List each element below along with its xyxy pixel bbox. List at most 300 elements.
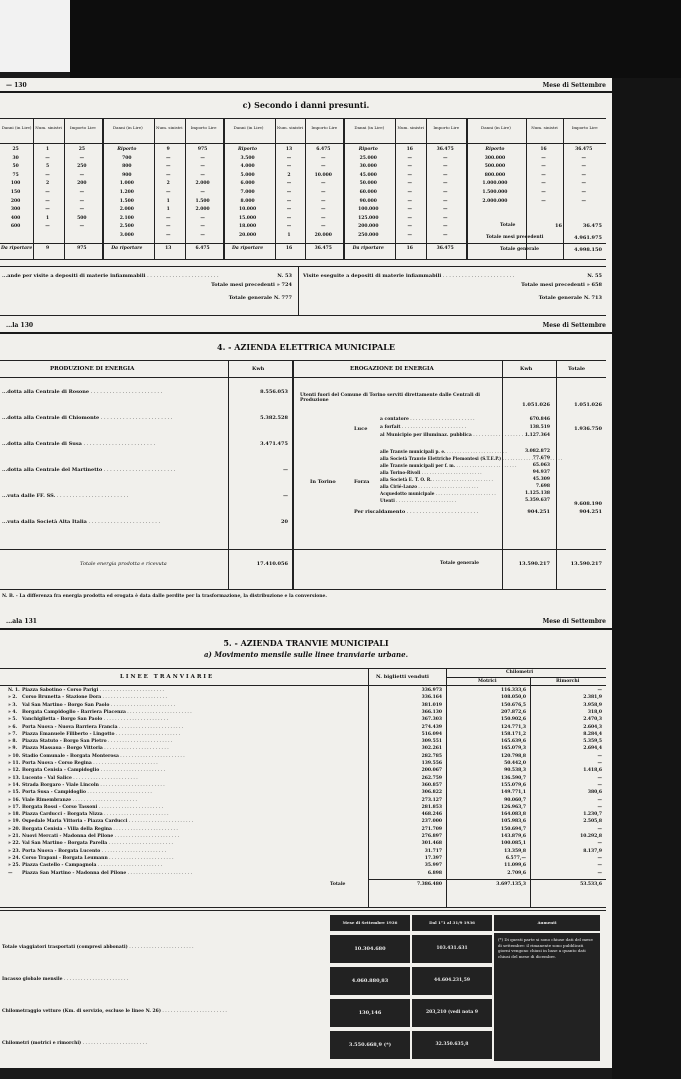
tram-total-tickets: 7.386.480 [416,882,442,887]
summary-ytd-value: 44.604.231,59 [412,967,492,995]
general-total: 13.590.217 [570,561,602,567]
line-number: N. 1. [8,688,20,693]
tickets-sold: 276.897 [421,834,442,839]
cell-value: — [200,164,205,170]
tram-line-row [8,725,183,732]
line-route: Piazza Statuto - Borgo San Pietro . . . [22,739,172,744]
column-header: Num. sinistri [531,125,558,130]
column-header: Importo Lire [190,125,217,130]
trailer-km: — [597,782,602,788]
electric-table [0,360,606,590]
inspections-done-label: Visite eseguite a depositi di materie infiammabili . . . [303,273,514,279]
line-route: Porta Nuova - Borgata Lucento . . . [22,849,166,854]
cell-value: — [442,233,448,238]
tickets-sold: 237.000 [421,819,442,825]
production-kwh: 20 [281,519,288,525]
tickets-sold: 306.822 [421,790,442,796]
tickets-sold: 262.759 [421,775,442,781]
inspections-requested-label: ...ande per visite a depositi di materie infiammabili . . . [2,273,219,279]
cell-value: 10.000 [238,207,257,213]
power-kwh: 1.125.138 [524,491,550,496]
heating-total: 904.251 [579,509,602,515]
line-route: Stadio Comunale - Borgata Monterosa . . . [22,754,185,759]
cell-value: 300.000 [484,155,506,161]
cell-value: 400 [10,215,21,221]
cell-value: — [286,181,292,187]
tram-line-row [8,871,192,878]
summary-month-value: 4.060.880,83 [330,967,410,995]
tickets-sold: 381.019 [421,702,442,708]
cell-value: 2.000 [195,207,210,213]
heating-kwh: 904.251 [527,509,550,515]
light-total: 1.936.750 [574,426,602,432]
cell-value: — [286,215,292,221]
motor-km: 108.050,0 [500,695,526,701]
motor-km: 120.798,8 [500,753,526,759]
cell-value: — [541,181,546,187]
tickets-sold: 366.130 [421,709,442,715]
trailer-km: — [597,826,602,832]
cell-value: 50 [12,164,19,170]
line-route: Val San Martino - Borgo San Paolo . . . [22,703,175,708]
line-route: Viale Rimembranze . . . [22,798,137,803]
cell-value: 2.000.000 [482,198,508,204]
cell-value: 1 [287,233,291,238]
trailer-km: 318,0 [587,709,602,715]
cell-value: 6.475 [316,147,331,152]
cell-value: — [79,172,85,178]
tickets-sold: 200.067 [421,768,442,774]
cell-value: 2.500 [119,224,134,230]
cell-value: 1.000 [119,181,134,187]
cell-value: 1 [45,147,50,152]
kwh-header: Kwh [520,366,533,372]
summary-month-value: 10.304.680 [330,935,410,963]
motor-km: 158.171,2 [500,731,526,737]
summary-label: Chilometraggio vetture (Km. di servizio, escluse le linee N. 26) . . . [2,1009,227,1014]
line-route: Lucento - Val Salice . . . [22,776,138,781]
cell-value: 700 [122,155,132,161]
cell-value: — [286,190,292,195]
cell-value: — [45,190,50,195]
line-route: Val San Martino - Borgata Parella . . . [22,841,173,846]
cell-value: — [79,224,85,230]
trailer-km: — [597,855,602,861]
grand-total-label: Totale generale [500,247,539,252]
cell-value: — [286,207,292,213]
cell-value: — [321,190,326,195]
page-month: Mese di Settembre [542,618,606,625]
line-number: » 3. [8,702,18,708]
motor-km: 13.359,8 [504,848,526,854]
lines-header: LINEE TRANVIARIE [120,674,215,680]
cell-value: — [442,190,448,195]
tickets-sold: 367.303 [421,717,442,723]
page-month: Mese di Settembre [542,82,606,89]
inspections-done-prev: Totale mesi precedenti » 658 [521,282,602,288]
tickets-sold: 516.094 [421,731,442,737]
summary-ytd-value: 203,210 (vedi nota 9 [412,999,492,1027]
power-kwh: 77.679 [532,456,550,461]
column-header: Importo Lire [69,125,96,130]
column-rule [395,119,396,259]
tickets-sold: 302.261 [421,746,442,752]
carry-value: 9 [45,246,50,251]
cell-value: — [442,164,448,170]
section-title: 5. - AZIENDA TRANVIE MUNICIPALI [223,638,389,648]
line-route: Piazza Sabotino - Corso Parigi . . . [22,688,164,693]
summary-label: Totale viaggiatori trasportati (compresi abbonati) . . . [2,945,194,950]
cell-value: 1 [45,215,50,221]
cell-value: 975 [197,147,208,152]
line-route: Borgata Rossi - Corso Tassoni . . . [22,805,163,810]
trailer-km: 2.505,8 [583,819,602,825]
line-number: » 16. [8,797,21,803]
column-header: Danni (in Lire) [233,125,264,130]
cell-value: — [407,198,412,204]
motor-km: 143.879,6 [500,834,526,839]
cell-value: — [200,172,205,178]
line-route: Borgata Cenisia - Villa della Regina . . . [22,827,178,832]
cell-value: — [200,215,205,221]
cell-value: 125.000 [358,215,379,221]
trailer-km: — [597,761,602,766]
cell-value: — [541,198,546,204]
line-number: » 17. [8,804,21,810]
motor-km: 207.872,6 [500,709,526,715]
line-route: Borgata Campidoglio - Barriera Piacenza . . . [22,710,192,715]
production-kwh: 3.471.475 [260,441,288,447]
cell-value: 2.000 [195,181,210,187]
motor-km: 50.442,0 [504,761,526,766]
line-number: » 5. [8,717,18,723]
tram-total-trailer: 53.533,6 [580,882,602,887]
tickets-sold: 336.973 [421,688,442,693]
line-route: Nuovi Mercati - Madonna del Pilone . . . [22,834,179,839]
cell-value: 1 [166,207,170,213]
cell-value: 9 [166,147,170,152]
light-item: al Municipio per illuminaz. pubblica . . . [380,433,538,438]
tram-table [0,668,606,908]
column-rule [223,119,225,259]
cell-value: Riporto [485,147,505,152]
column-rule [343,119,345,259]
motor-header: Motrici [478,679,497,684]
external-users-total: 1.051.026 [574,402,602,408]
cell-value: 200 [10,198,21,204]
production-source: ...vuta dalle FF. SS. . . . [2,493,128,499]
cell-value: 2.000 [119,207,134,213]
tram-line-row [8,688,164,695]
column-rule [102,119,104,259]
cell-value: — [79,198,85,204]
trailer-km: 5.359,5 [583,739,602,745]
general-total-label: Totale generale [440,561,479,566]
summary-month-value: 3.550.668,9 (*) [330,1031,410,1059]
page-header [6,322,606,330]
cell-value: 75 [12,172,19,178]
tickets-sold: 271.709 [421,826,442,832]
column-rule [154,119,155,259]
motor-km: 150.694,7 [500,826,526,832]
cell-value: — [407,207,412,213]
cell-value: 100.000 [358,207,379,213]
trailer-km: — [597,688,602,693]
cell-value: 36.475 [436,147,454,152]
cell-value: 5.000 [240,172,255,178]
tram-line-row [8,746,169,753]
trailer-km: — [597,841,602,847]
cell-value: 16 [540,147,547,152]
cell-value: — [321,198,326,204]
line-number: » 15. [8,790,21,796]
line-route: Corso Brunetta - Stazione Dora . . . [22,695,167,700]
divider [0,332,612,334]
production-source: ...dotta alla Centrale di Chiomonte . . . [2,415,172,421]
tram-line-row [8,805,163,812]
cell-value: — [45,198,50,204]
line-route: Strada Borgaro - Viale Lincoln . . . [22,783,165,788]
prev-months-amount: 4.961.975 [574,235,602,241]
tickets-sold: 282.785 [421,753,442,759]
motor-km: 150.902,6 [500,717,526,723]
line-route: Piazza San Martino - Madonna del Pilone . . . [22,871,192,876]
line-number: » 24. [8,855,21,861]
cell-value: — [407,164,412,170]
tickets-sold: 281.853 [421,804,442,810]
cell-value: 1.500 [119,198,134,204]
column-header: Danni (in Lire) [481,125,511,130]
inspections-done-total: Totale generale N. 713 [538,295,602,301]
trailer-km: 2.470,3 [583,717,602,723]
section-title: 4. - AZIENDA ELETTRICA MUNICIPALE [217,342,395,352]
cell-value: 200 [77,181,87,187]
cell-value: — [165,215,171,221]
cell-value: 25.000 [359,155,377,161]
cell-value: — [442,155,448,161]
trailer-km: 2.381,9 [583,695,602,701]
power-total: 9.608.190 [574,501,602,507]
cell-value: 2 [45,181,50,187]
power-item: alle Tranvie municipali p. e. . . . [380,449,507,454]
cell-value: — [165,224,171,230]
tram-line-row [8,863,162,870]
cell-value: 4.000 [240,164,255,170]
grand-total-amount: 4.998.150 [574,247,602,253]
motor-km: 100.085,1 [500,841,526,847]
trailer-km: 2.694,4 [583,746,602,752]
line-route: Borgata Cenisia - Campidoglio . . . [22,768,165,773]
line-number: » 13. [8,775,21,781]
tram-line-row [8,827,178,834]
cell-value: 36.475 [575,147,593,152]
summary-label: Incasso globale mensile . . . [2,977,128,982]
cell-value: 250.000 [358,233,379,238]
cell-value: 15.000 [238,215,257,221]
motor-km: 105.983,6 [500,819,526,825]
cell-value: 150 [10,190,21,195]
cell-value: 100 [10,181,21,187]
cell-value: 50.000 [359,181,377,187]
cell-value: — [200,190,205,195]
tram-line-row [8,798,137,805]
tram-line-row [8,703,175,710]
light-kwh: 1.127.364 [524,433,550,438]
tram-line-row [8,710,192,717]
tickets-header: N. biglietti venduti [376,674,429,680]
cell-value: — [581,164,586,170]
tickets-sold: 139.556 [421,761,442,766]
cell-value: — [165,164,171,170]
tickets-sold: 6.898 [427,870,442,876]
cell-value: 2 [166,181,170,187]
production-total: 17.410.056 [256,561,288,567]
cell-value: — [581,190,586,195]
summary-ytd-value: 103.431.631 [412,935,492,963]
cell-value: 1.200 [119,190,134,195]
motor-km: 6.577,— [505,855,526,861]
summary-month-value: 130,146 [330,999,410,1027]
cell-value: — [407,181,412,187]
cell-value: 25 [12,147,19,152]
cell-value: — [286,198,292,204]
cell-value: 60.000 [359,190,377,195]
line-route: Corso Trapani - Borgata Leumann . . . [22,856,174,861]
inspections-box [0,266,606,316]
column-rule [426,119,427,259]
line-number: » 20. [8,826,21,832]
cell-value: — [165,172,171,178]
cell-value: 90.000 [359,198,377,204]
cell-value: 45.000 [359,172,377,178]
page-number: — 130 [6,82,27,89]
document-page [0,78,612,1068]
production-source: ...vuta dalla Società Alta Italia . . . [2,519,160,525]
cell-value: — [442,181,448,187]
line-route: Porta Susa - Campidoglio . . . [22,790,152,795]
motor-km: 155.079,6 [500,782,526,788]
tram-total-label: Totale [330,882,346,887]
line-route: Ospedale Maria Vittoria - Piazza Carducci . . . [22,819,193,824]
tram-line-row [8,783,165,790]
cell-value: 3.000 [119,233,134,238]
cell-value: 3.500 [240,155,255,161]
cell-value: 1 [166,198,170,204]
summary-note: (*) Di questi parte si sono chiuse dati del mese di settembre: il rimanente sono pubblicati giorni vengono chiusi in base a quanto dati chiusi del mese di dicembre. [494,933,600,1061]
column-rule [466,119,468,259]
cell-value: — [286,155,292,161]
tram-line-row [8,754,185,761]
line-number: » 10. [8,753,21,759]
divider [0,91,612,93]
tickets-sold: 360.857 [421,782,442,788]
tram-line-row [8,717,168,724]
line-number: — [8,870,13,876]
light-label: Luce [354,426,368,432]
power-item: Utenti . . . [380,498,456,503]
line-route: Piazza Emanuele Filiberto - Lingotto . . . [22,732,180,737]
cell-value: 600 [10,224,21,230]
trailer-km: 380,6 [587,790,602,796]
motor-km: 126.963,7 [500,804,526,810]
tickets-sold: 309.551 [421,739,442,745]
line-number: » 8. [8,739,18,745]
cell-value: Riporto [238,147,258,152]
footnote: N. B. - La differenza fra energia prodotta ed erogata è data dalle perdite per la trasformazione, la distribuzione e la conversione. [2,594,327,599]
column-rule [275,119,276,259]
cell-value: — [442,172,448,178]
scan-shadow [70,0,681,78]
production-kwh: 5.382.528 [260,415,288,421]
line-number: » 11. [8,761,21,766]
cell-value: Riporto [117,147,137,152]
trailer-km: 1.418,6 [583,768,602,774]
motor-km: 165.079,3 [500,746,526,752]
light-item: a forfait . . . [380,425,466,430]
trailer-km: — [597,775,602,781]
line-route: Piazza Carducci - Borgata Nizza . . . [22,812,169,817]
cell-value: — [541,164,546,170]
power-kwh: 94.937 [532,470,550,475]
power-item: alla Società E. T. O. R. . . . [380,477,493,482]
cell-value: — [200,233,205,238]
production-source: ...dotta alla Centrale di Rosone . . . [2,389,162,395]
trailer-km: 3.958,9 [583,702,602,708]
cell-value: — [79,155,85,161]
cell-value: 500.000 [484,164,506,170]
production-kwh: — [283,493,288,499]
power-kwh: 5.359.637 [524,498,550,503]
column-header: Num. sinistri [35,125,62,130]
summary-label: Chilometri (motrici e rimorchi) . . . [2,1041,147,1046]
cell-value: — [45,172,50,178]
summary-header-ytd: Dal 1°1 al 31/9 1936 [412,915,492,931]
motor-km: 90.060,7 [504,797,526,803]
cell-value: — [286,164,292,170]
trailer-km: — [597,870,602,876]
summary-header-increase: Aumenti [494,915,600,931]
km-header: Chilometri [506,670,534,675]
cell-value: — [581,181,586,187]
trailer-km: — [597,753,602,759]
cell-value: — [407,155,412,161]
cell-value: — [442,224,448,230]
cell-value: 20.000 [238,233,257,238]
carry-value: Da riportare [231,246,264,251]
line-route: Piazza Castello - Campagnola . . . [22,863,162,868]
motor-km: 165.639,6 [500,739,526,745]
cell-value: — [407,233,412,238]
line-number: » 6. [8,724,18,730]
cell-value: — [541,172,546,178]
production-kwh: 8.556.053 [260,389,288,395]
carry-value: Da riportare [1,246,33,251]
line-route: Vanchiglietta - Borgo San Paolo . . . [22,717,168,722]
section-subtitle: a) Movimento mensile sulle linee tranviarie urbane. [203,650,409,659]
scan-margin [0,0,70,72]
cell-value: 13 [285,147,293,152]
line-number: » 23. [8,848,21,854]
column-rule [185,119,186,259]
light-kwh: 138.519 [529,425,550,430]
line-number: » 18. [8,812,21,818]
motor-km: 2.709,6 [507,870,526,876]
tram-line-row [8,761,158,768]
cell-value: Riporto [358,147,378,152]
cell-value: 18.000 [238,224,257,230]
trailer-km: 8.137,9 [583,848,602,854]
power-kwh: 3.082.872 [524,449,550,454]
